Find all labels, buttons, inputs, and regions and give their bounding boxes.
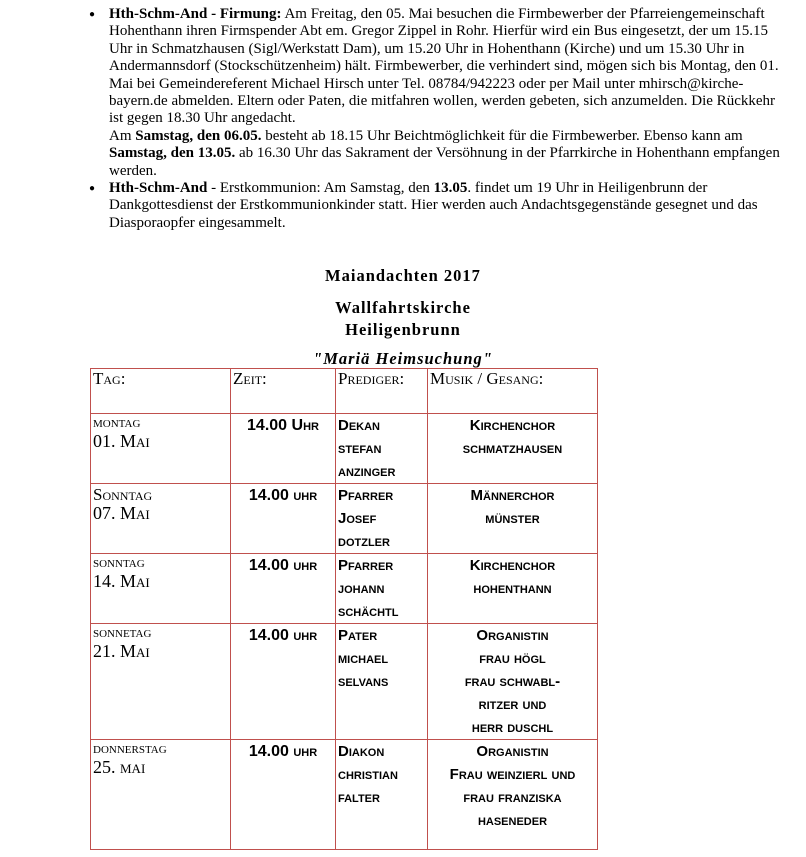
announcement-lead: Hth-Schm-And - Firmung: [109, 6, 282, 22]
table-row [91, 484, 598, 554]
announcement-date: Samstag, den 06.05. [135, 127, 262, 144]
announcement-date: Samstag, den 13.05. [109, 145, 236, 162]
table-row [91, 740, 598, 850]
page-title: Maiandachten 2017 [325, 266, 481, 285]
weekday: donnerstag [93, 741, 167, 757]
announcement-lead: Hth-Schm-And [109, 180, 208, 197]
church-name-line1: Wallfahrtskirche [335, 298, 471, 317]
table-header-row [91, 369, 598, 414]
date: 07. Mai [93, 503, 150, 523]
date: 25. mai [93, 757, 146, 777]
weekday: sonnetag [93, 625, 152, 641]
music-cell: Kirchenchor schmatzhausen [428, 414, 598, 484]
music-cell: Organistin frau högl frau schwabl- ritzer und herr duschl [428, 624, 598, 740]
day-cell [91, 414, 231, 484]
header-cell-time: Zeit: [231, 369, 336, 414]
preacher-cell: Pater michael selvans [336, 624, 428, 740]
date: 01. Mai [93, 431, 150, 451]
music-cell: Organistin Frau weinzierl und frau franziska haseneder [428, 740, 598, 850]
announcement-text: Am [109, 127, 136, 144]
preacher-cell: Diakon christian falter [336, 740, 428, 850]
announcement-text: Am Freitag, den 05. Mai besuchen die Firmbewerber der Pfarreiengemeinschaft Hohenthann ihren Firmspender Abt em. Gregor Zippel in Rohr. Hierfür wird ein Bus eingesetzt, der um 15.15 Uhr in Schmatzhausen (Sigl/Werkstatt Dam), um 15.20 Uhr in Hohenthann (Kirche) und um 15.30 Uhr in Andermannsdorf (Stockschützenheim) hält. Firmbewerber, die verhindert sind, mögen sich bis Montag, den 01. Mai bei Gemeindereferent Michael Hirsch unter Tel. 08784/942223 oder per Mail unter mhirsch@kirche-bayern.de abmelden. Eltern oder Paten, die mitfahren wollen, werden gebeten, sich anzumelden. Die Rückkehr ist gegen 18.30 Uhr angedacht. [109, 6, 779, 127]
table-row [91, 554, 598, 624]
announcement-list [88, 6, 788, 232]
header-cell-preacher: Prediger: [336, 369, 428, 414]
table-row [91, 414, 598, 484]
time-cell: 14.00 Uhr [231, 414, 336, 484]
church-name-line2: Heiligenbrunn [345, 320, 461, 339]
announcement-date: 13.05 [433, 180, 468, 197]
time-cell: 14.00 uhr [231, 554, 336, 624]
preacher-cell: Pfarrer Josef dotzler [336, 484, 428, 554]
announcement-text: ab 16.30 Uhr das Sakrament der Versöhnung in der Pfarrkirche in Hohenthann empfangen werden. [109, 145, 780, 179]
schedule-table [90, 368, 598, 850]
day-cell [91, 740, 231, 850]
date: 21. Mai [93, 641, 150, 661]
music-cell: Kirchenchor hohenthann [428, 554, 598, 624]
date: 14. Mai [93, 571, 150, 591]
church-dedication: "Mariä Heimsuchung" [313, 349, 493, 368]
announcement-text: - Erstkommunion: Am Samstag, den [207, 180, 434, 197]
table-row [91, 624, 598, 740]
announcement-firmung [88, 6, 788, 180]
weekday: montag [93, 415, 141, 431]
time-cell: 14.00 uhr [231, 740, 336, 850]
day-cell [91, 624, 231, 740]
time-cell: 14.00 uhr [231, 484, 336, 554]
preacher-cell: Dekan stefan anzinger [336, 414, 428, 484]
weekday: Sonntag [93, 485, 153, 504]
announcement-text: besteht ab 18.15 Uhr Beichtmöglichkeit für die Firmbewerber. Ebenso kann am [261, 127, 743, 144]
announcement-erstkommunion [88, 180, 788, 232]
music-cell: Männerchor münster [428, 484, 598, 554]
preacher-cell: Pfarrer johann schächtl [336, 554, 428, 624]
day-cell [91, 554, 231, 624]
announcement-text: . findet um 19 Uhr in Heiligenbrunn der Dankgottesdienst der Erstkommunionkinder statt. Hier werden auch Andachtsgegenstände gesegnet und das Diasporaopfer eingesammelt. [109, 180, 758, 231]
time-cell: 14.00 uhr [231, 624, 336, 740]
header-cell-music: Musik / Gesang: [428, 369, 598, 414]
weekday: sonntag [93, 555, 145, 571]
header-cell-day: Tag: [91, 369, 231, 414]
day-cell [91, 484, 231, 554]
